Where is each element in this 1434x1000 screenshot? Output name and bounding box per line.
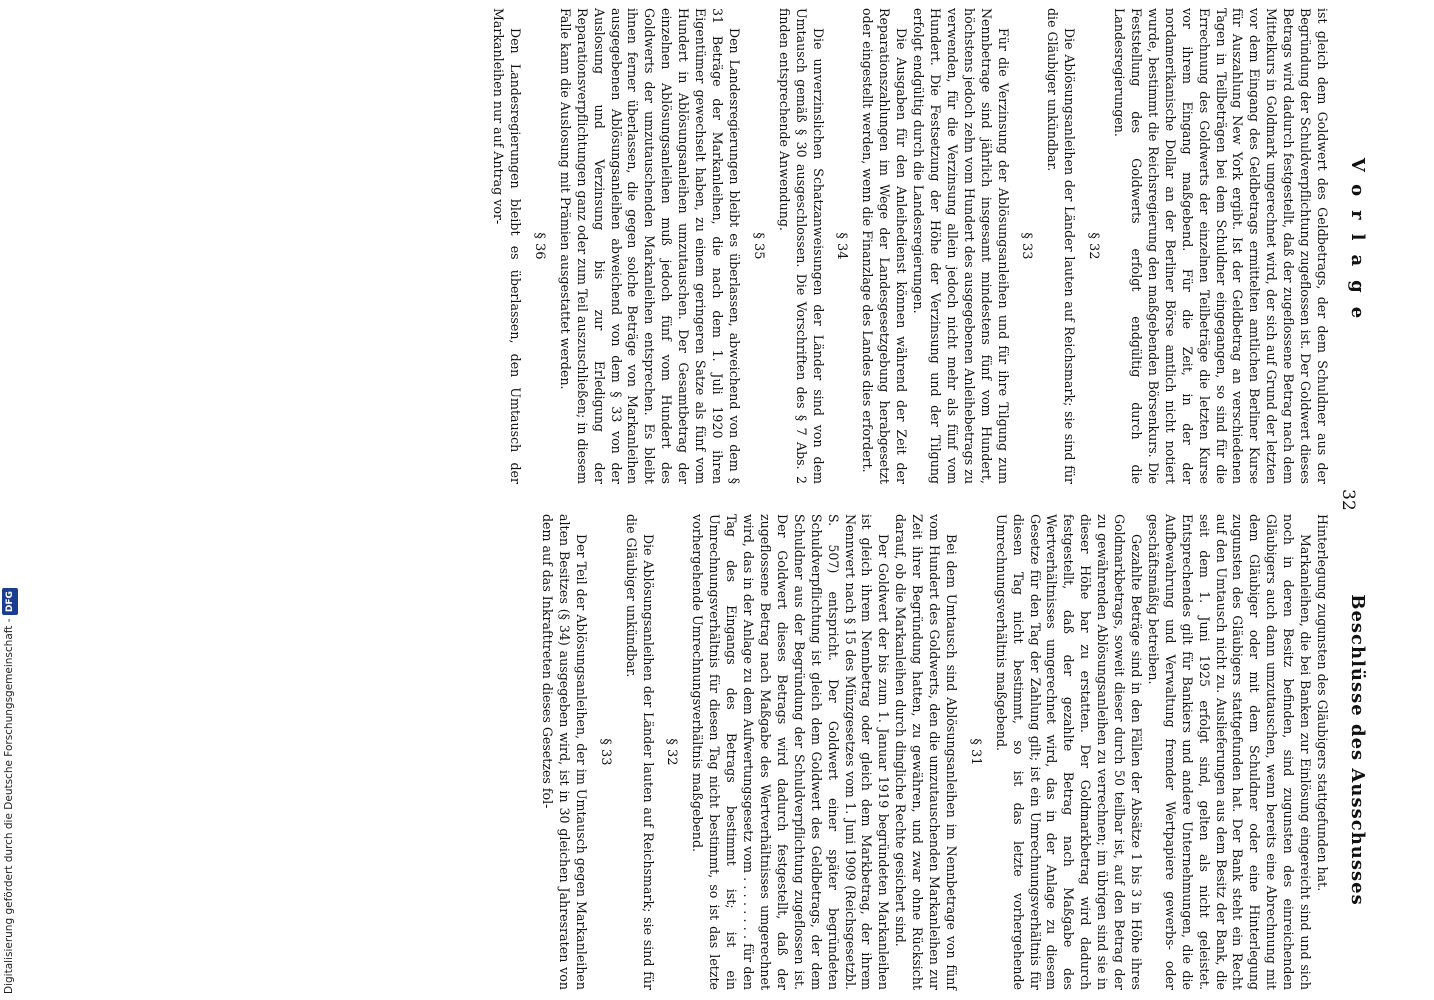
paragraph: Die Ablösungsanleihen der Länder lauten auf Reichsmark; sie sind für die Gläubiger unkündbar.: [1045, 8, 1078, 484]
paragraph: Bei dem Umtausch sind Ablösungsanleihen im Nennbetrage von fünf vom Hundert des Goldwerts, den die umzutauschenden Markanleihen zur Zeit ihrer Begründung hatten, zu gewähren, und zwar ohne Rücksicht darauf, ob die Markanleihen durch dingliche Rechte gesichert sind.: [893, 514, 959, 990]
dfg-logo: DFG: [2, 588, 18, 615]
paragraph: ist gleich dem Goldwert des Geldbetrags, der dem Schuldner aus der Begründung der Schuldverpflichtung zugeflossen ist. Der Goldwert dieses Betrags wird dadurch festgestellt, daß der zugeflossene Betrag nach dem Mittelkurs in Goldmark umgerechnet wird, der sich auf Grund der letzten vor dem Eingang des Geldbetrags ermittelten amtlichen Berliner Kurse für Auszahlung New York ergibt. Ist der Geldbetrag an verschiedenen Tagen in Teilbeträgen bei dem Schuldner eingegangen, so sind für die Errechnung des Goldwerts der einzelnen Teilbeträge die letzten Kurse vor ihrem Eingang maßgebend. Für die Zeit, in der der nordamerikanische Dollar an der Berliner Börse amtlich nicht notiert wurde, bestimmt die Reichsregierung den maßgebenden Börsenkurs. Die Feststellung des Goldwerts erfolgt endgültig durch die Landesregierungen.: [1112, 8, 1330, 484]
paragraph: Den Landesregierungen bleibt es überlassen, abweichend von dem § 31 Beträge der Markanleihen, die nach dem 1. Juli 1920 ihren Eigentümer gewechselt haben, zu einem geringeren Satze als fünf vom Hundert in Ablösungsanleihen umzutauschen. Der Gesamtbetrag der einzelnen Ablösungsanleihen muß jedoch fünf vom Hundert des Goldwerts der umzutauschenden Markanleihen entsprechen. Es bleibt ihnen ferner überlassen, die gegen solche Beträge von Markanleihen ausgegebenen Ablösungsanleihen abweichend von dem § 33 von der Auslosung und Verzinsung bis zur Erledigung der Reparationsverpflichtungen ganz oder zum Teil auszuschließen; in diesem Falle kann die Auslosung mit Prämien ausgestattet werden.: [557, 8, 742, 484]
section-heading: § 36: [531, 232, 547, 260]
paragraph: Die unverzinslichen Schatzanweisungen der Länder sind von dem Umtausch gemäß § 30 ausgeschlossen. Die Vorschriften des § 7 Abs. 2 finden entsprechende Anwendung.: [776, 8, 826, 484]
section-heading: § 31: [967, 738, 983, 766]
left-column: [489, 8, 1330, 484]
section-heading: § 33: [597, 738, 613, 766]
paragraph: Die Ablösungsanleihen der Länder lauten auf Reichsmark; sie sind für die Gläubiger unkündbar.: [623, 514, 656, 990]
paragraph: Den Landesregierungen bleibt es überlassen, den Umtausch der Markanleihen nur auf Antrag vor-: [491, 8, 524, 484]
paragraph: Markanleihen, die bei Banken zur Einlösung eingereicht sind und sich noch in deren Besitz befinden, sind zugunsten des einreichenden Gläubigers auch dann umzutauschen, wenn bereits eine Abrechnung mit dem Gläubiger oder mit dem Schuldner oder eine Hinterlegung zugunsten des Gläubigers stattgefunden hat. Der Bank steht ein Recht auf den Umtausch nicht zu. Auslieferungen aus dem Besitz der Bank, die seit dem 1. Juni 1925 erfolgt sind, gelten als nicht geleistet. Entsprechendes gilt für Bankiers und andere Unternehmungen, die die Aufbewahrung und Verwaltung fremder Wertpapiere gewerbs- oder geschäftsmäßig betreiben.: [1145, 514, 1314, 990]
page-number: 32: [1338, 489, 1358, 511]
digitization-credit: [2, 0, 18, 1000]
section-heading: § 32: [1086, 232, 1102, 260]
section-heading: § 32: [664, 738, 680, 766]
section-heading: § 35: [750, 232, 766, 260]
left-column-heading: Vorlage: [1347, 157, 1368, 333]
paragraph: Für die Verzinsung der Ablösungsanleihen und für ihre Tilgung zum Nennbetrage sind jährlich insgesamt mindestens fünf vom Hundert, höchstens jedoch zehn vom Hundert des ausgegebenen Anleihebetrags zu verwenden, für die Verzinsung allein jedoch nicht mehr als fünf vom Hundert. Die Festsetzung der Höhe der Verzinsung und der Tilgung erfolgt endgültig durch die Landesregierungen.: [911, 8, 1011, 484]
credit-text: Digitalisierung gefördert durch die Deutsche Forschungsgemeinschaft -: [3, 618, 15, 994]
section-heading: § 33: [1019, 232, 1035, 260]
right-column-heading: Beschlüsse des Ausschusses: [1347, 594, 1368, 906]
paragraph: Hinterlegung zugunsten des Gläubigers stattgefunden hat.: [1315, 514, 1330, 892]
right-column: [538, 514, 1330, 990]
section-heading: § 34: [834, 232, 850, 260]
paragraph: Gezahlte Beträge sind in den Fällen der Absätze 1 bis 3 in Höhe ihres Goldmarkbetrags, soweit dieser durch 50 teilbar ist, auf den Betrag der zu gewährenden Ablösungsanleihen zu verrechnen; im übrigen sind sie in dieser Höhe bar zu erstatten. Der Goldmarkbetrag wird dadurch festgestellt, daß der gezahlte Betrag nach Maßgabe des Wertverhältnisses umgerechnet wird, das in der Anlage zu diesem Gesetze für den Tag der Zahlung gilt; ist ein Umrechnungsverhältnis für diesen Tag nicht bestimmt, so ist das letzte vorhergehende Umrechnungsverhältnis maßgebend.: [993, 514, 1145, 990]
paragraph: Die Ausgaben für den Anleihedienst können während der Zeit der Reparationszahlungen im Wege der Landesgesetzgebung herabgesetzt oder eingestellt werden, wenn die Finanzlage des Landes dies erfordert.: [860, 8, 910, 484]
paragraph: Der Goldwert der bis zum 1. Januar 1919 begründeten Markanleihen ist gleich ihrem Nennbetrag oder gleich dem Markbetrag, der ihrem Nennwert nach § 15 des Münzgesetzes vom 1. Juni 1909 (Reichsgesetzbl. S. 507) entspricht. Der Goldwert einer später begründeten Schuldverpflichtung ist gleich dem Goldwert des Geldbetrags, der dem Schuldner aus der Begründung der Schuldverpflichtung zugeflossen ist. Der Goldwert dieses Betrags wird dadurch festgestellt, daß der zugeflossene Betrag nach Maßgabe des Wertverhältnisses umgerechnet wird, das in der Anlage zu dem Aufwertungsgesetz vom . . . . . . . . für den Tag des Eingangs des Betrags bestimmt ist; ist ein Umrechnungsverhältnis für diesen Tag nicht bestimmt, so ist das letzte vorhergehende Umrechnungsverhältnis maßgebend.: [690, 514, 892, 990]
paragraph: Der Teil der Ablösungsanleihen, der im Umtausch gegen Markanleihen alten Besitzes (§ 34) ausgegeben wird, ist in 30 gleichen Jahresraten von dem auf das Inkrafttreten dieses Gesetzes fol-: [540, 514, 589, 990]
